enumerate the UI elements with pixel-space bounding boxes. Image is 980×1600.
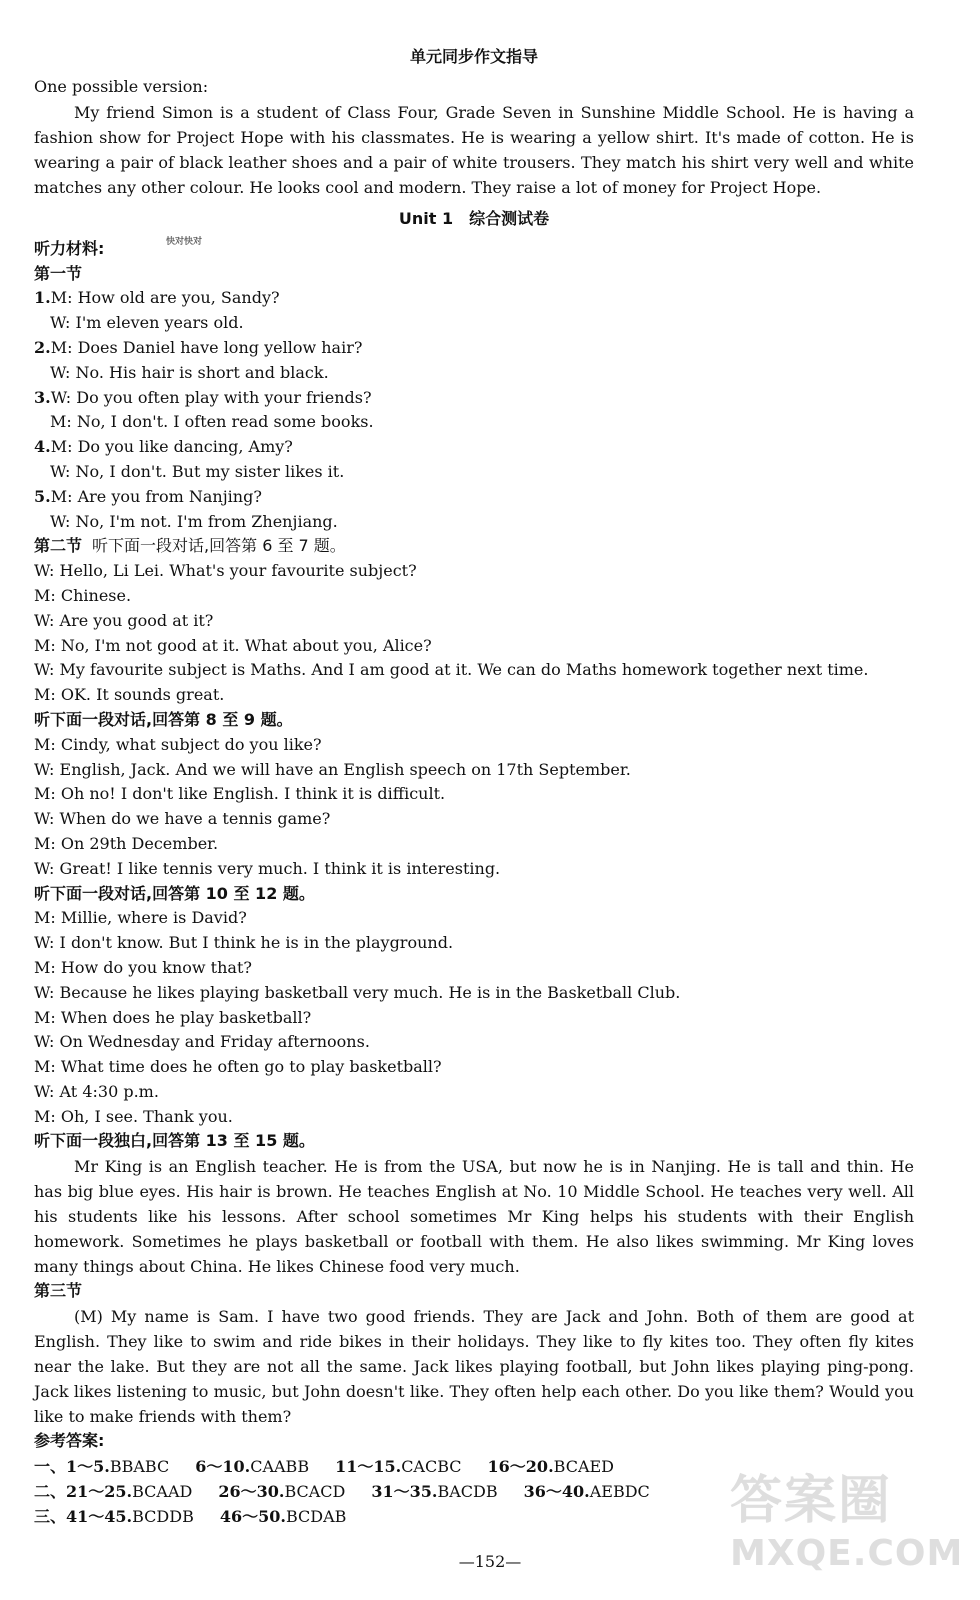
monologue-prompt xyxy=(34,1129,914,1154)
dialogue-line xyxy=(34,336,914,361)
dialogue-line: W: At 4:30 p.m. xyxy=(34,1081,159,1101)
dialogue-line: W: My favourite subject is Maths. And I am good at it. We can do Maths homework together next time. xyxy=(34,660,869,680)
dialogue-line xyxy=(34,286,914,311)
answer-group xyxy=(524,1482,650,1501)
question-number: 2. xyxy=(34,337,51,357)
dialogue-prompt-text: 听下面一段对话,回答第 8 至 9 题。 xyxy=(34,709,293,729)
section1-label: 第一节 xyxy=(34,263,83,283)
dialogue-line: W: Are you good at it? xyxy=(34,610,214,630)
dialogue-line: W: Because he likes playing basketball very much. He is in the Basketball Club. xyxy=(34,982,681,1002)
dialogue-line xyxy=(34,361,914,386)
answer-letters: BCAED xyxy=(553,1456,614,1476)
answer-range: 46～50. xyxy=(219,1506,286,1526)
question-number: 5. xyxy=(34,486,51,506)
section2-label: 第二节 xyxy=(34,536,83,556)
dialogue-line: W: I don't know. But I think he is in the playground. xyxy=(34,933,454,953)
answer-group xyxy=(34,1507,194,1526)
dialogue-line xyxy=(34,460,914,485)
dialogue-line: M: Chinese. xyxy=(34,585,132,605)
question-number: 3. xyxy=(34,387,51,407)
answer-letters: BCDDB xyxy=(132,1506,194,1526)
dialogue-line xyxy=(34,386,914,411)
dialogue-line xyxy=(34,410,914,435)
answer-range: 一、1～5. xyxy=(34,1456,110,1476)
dialogue-line: M: Oh, I see. Thank you. xyxy=(34,1106,233,1126)
monologue-prompt-text: 听下面一段独白,回答第 13 至 15 题。 xyxy=(34,1131,315,1151)
answer-group xyxy=(488,1457,614,1476)
answer-letters: BACDB xyxy=(437,1481,498,1501)
stamp-mark: 快对快对 xyxy=(165,236,202,247)
dialogue-line: M: On 29th December. xyxy=(34,833,219,853)
dialogue-line: W: On Wednesday and Friday afternoons. xyxy=(34,1032,370,1052)
dialogue-line: M: Millie, where is David? xyxy=(34,908,247,928)
dialogue-prompt xyxy=(34,534,914,559)
dialogue-line: M: Cindy, what subject do you like? xyxy=(34,734,322,754)
page-number: —152— xyxy=(458,1552,522,1571)
watermark-logo xyxy=(730,1458,964,1588)
answer-range: 6～10. xyxy=(195,1456,251,1476)
answer-letters: BCDAB xyxy=(285,1506,347,1526)
dialogue-text: M: Are you from Nanjing? xyxy=(50,486,262,506)
dialogue-text: W: No, I'm not. I'm from Zhenjiang. xyxy=(50,511,338,531)
answer-letters: BCAAD xyxy=(132,1481,193,1501)
listening-label-row xyxy=(34,237,914,262)
dialogue-text: M: Do you like dancing, Amy? xyxy=(50,437,293,457)
answer-group xyxy=(34,1457,169,1476)
dialogue-text: M: How old are you, Sandy? xyxy=(50,288,280,308)
watermark-bottom: MXQE.COM xyxy=(730,1533,964,1574)
dialogue-text: M: No, I don't. I often read some books. xyxy=(50,412,374,432)
answer-range: 三、41～45. xyxy=(34,1506,133,1526)
dialogue-text: W: No. His hair is short and black. xyxy=(50,362,329,382)
composition-intro: One possible version: xyxy=(34,77,209,96)
dialogue-line: M: When does he play basketball? xyxy=(34,1007,312,1027)
answer-range: 36～40. xyxy=(523,1481,590,1501)
answer-group xyxy=(34,1482,192,1501)
dialogue-line: W: When do we have a tennis game? xyxy=(34,809,331,829)
dialogue-line xyxy=(34,510,914,535)
dialogue-prompt xyxy=(34,882,914,907)
dialogue-text: W: I'm eleven years old. xyxy=(50,313,244,333)
dialogue-line xyxy=(34,435,914,460)
dialogue-prompt-text: 听下面一段对话,回答第 6 至 7 题。 xyxy=(92,536,346,556)
answer-group xyxy=(335,1457,461,1476)
answer-range: 11～15. xyxy=(335,1456,402,1476)
answer-range: 16～20. xyxy=(487,1456,554,1476)
dialogue-line: W: English, Jack. And we will have an English speech on 17th September. xyxy=(34,759,631,779)
dialogue-text: M: Does Daniel have long yellow hair? xyxy=(50,337,363,357)
dialogue-line: M: Oh no! I don't like English. I think it is difficult. xyxy=(34,784,446,804)
monologue-text: Mr King is an English teacher. He is from the USA, but now he is in Nanjing. He is tall and thin. He has big blue eyes. His hair is brown. He teaches English at No. 10 Middle School. He teaches very well. All his students like his lessons. After school sometimes Mr King helps his students with their English homework. Sometimes he plays basketball or football with them. He also likes swimming. Mr King loves many things about China. He likes Chinese food very much. xyxy=(34,1157,914,1277)
dialogue-prompt-text: 听下面一段对话,回答第 10 至 12 题。 xyxy=(34,883,315,903)
answers-label: 参考答案: xyxy=(34,1431,105,1451)
dialogue-prompt xyxy=(34,708,914,733)
answer-range: 26～30. xyxy=(218,1481,285,1501)
section2 xyxy=(34,534,914,1129)
dialogue-line xyxy=(34,311,914,336)
answer-letters: CAABB xyxy=(250,1456,310,1476)
watermark-top: 答案圈 xyxy=(730,1471,893,1531)
question-number: 1. xyxy=(34,288,51,308)
test-title: Unit 1 综合测试卷 xyxy=(398,208,550,228)
dialogue-line xyxy=(34,485,914,510)
section1-lines xyxy=(34,286,914,534)
answer-letters: BBABC xyxy=(109,1456,170,1476)
dialogue-text: W: No, I don't. But my sister likes it. xyxy=(50,461,345,481)
dialogue-line: M: What time does he often go to play basketball? xyxy=(34,1057,442,1077)
answer-range: 31～35. xyxy=(371,1481,438,1501)
listening-label: 听力材料: xyxy=(34,238,105,258)
dialogue-text: W: Do you often play with your friends? xyxy=(50,387,372,407)
answer-group xyxy=(220,1507,347,1526)
answer-group xyxy=(195,1457,309,1476)
answer-range: 二、21～25. xyxy=(34,1481,133,1501)
answer-letters: BCACD xyxy=(284,1481,346,1501)
answer-group xyxy=(371,1482,497,1501)
composition-body: My friend Simon is a student of Class Four, Grade Seven in Sunshine Middle School. He is having a fashion show for Project Hope with his classmates. He is wearing a yellow shirt. It's made of cotton. He is wearing a pair of black leather shoes and a pair of white trousers. They match his shirt very well and white matches any other colour. He looks cool and modern. They raise a lot of money for Project Hope. xyxy=(34,102,914,197)
dialogue-line: W: Great! I like tennis very much. I think it is interesting. xyxy=(34,858,501,878)
question-number: 4. xyxy=(34,437,51,457)
dialogue-line: M: How do you know that? xyxy=(34,957,252,977)
page-content xyxy=(34,44,914,1529)
section3-label: 第三节 xyxy=(34,1281,83,1301)
section3-text: (M) My name is Sam. I have two good friends. They are Jack and John. Both of them are good at English. They like to swim and ride bikes in their holidays. They like to fly kites too. They often fly kites near the lake. But they are not all the same. Jack likes playing football, but John likes playing ping-pong. Jack likes listening to music, but John doesn't like. They often help each other. Do you like them? Would you like to make friends with them? xyxy=(34,1307,914,1427)
dialogue-line: W: Hello, Li Lei. What's your favourite subject? xyxy=(34,561,417,581)
dialogue-line: M: OK. It sounds great. xyxy=(34,685,225,705)
answer-letters: CACBC xyxy=(401,1456,462,1476)
answer-group xyxy=(218,1482,345,1501)
answer-letters: AEBDC xyxy=(589,1481,650,1501)
composition-title: 单元同步作文指导 xyxy=(409,47,538,66)
dialogue-line: M: No, I'm not good at it. What about you, Alice? xyxy=(34,635,432,655)
